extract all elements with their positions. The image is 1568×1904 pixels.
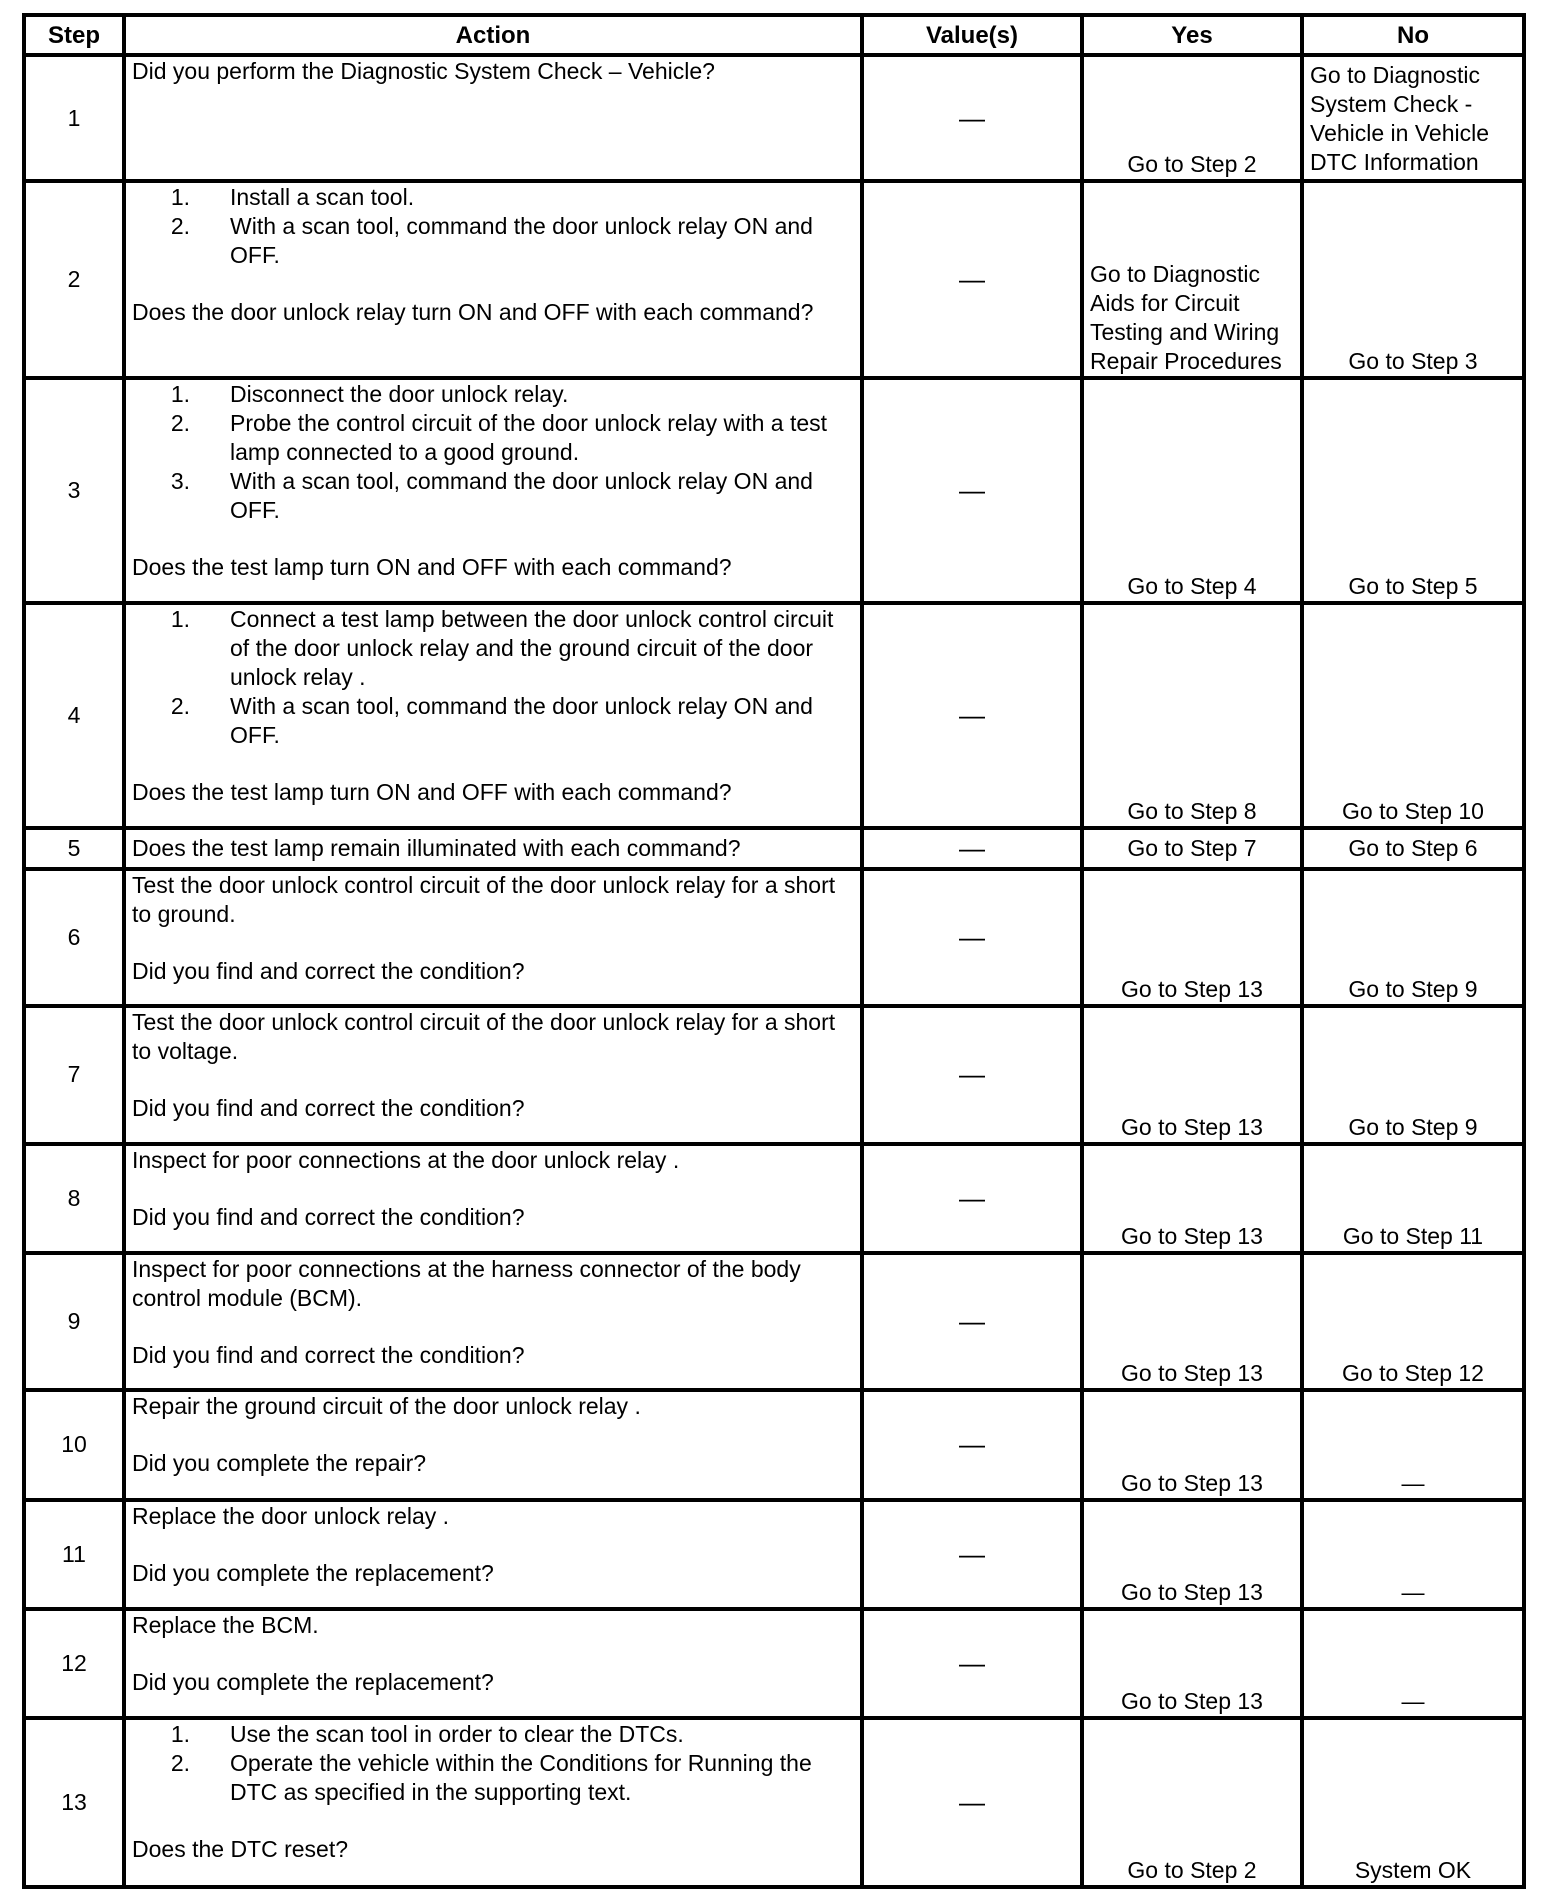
step-number: 6	[24, 869, 124, 1006]
table-row	[24, 1390, 1524, 1499]
value-cell: —	[862, 1609, 1082, 1718]
table-row	[24, 181, 1524, 378]
action-steps	[132, 1720, 854, 1807]
yes-cell: Go to Step 8	[1082, 603, 1302, 828]
header-step: Step	[24, 15, 124, 55]
action-question: Did you find and correct the condition?	[132, 1341, 525, 1368]
action-text: Replace the BCM.	[132, 1611, 319, 1638]
table-row	[24, 378, 1524, 603]
table-row	[24, 869, 1524, 1006]
yes-cell: Go to Step 13	[1082, 1500, 1302, 1609]
step-number: 8	[24, 1144, 124, 1253]
header-row	[24, 15, 1524, 55]
table-row	[24, 603, 1524, 828]
step-number: 3	[24, 378, 124, 603]
value-cell: —	[862, 869, 1082, 1006]
value-cell: —	[862, 181, 1082, 378]
action-question: Does the test lamp remain illuminated with each command?	[132, 834, 741, 861]
action-question: Did you find and correct the condition?	[132, 957, 525, 984]
list-item: 2. Probe the control circuit of the door unlock relay with a test lamp connected to a good ground.	[170, 410, 828, 466]
list-item: 1. Use the scan tool in order to clear the DTCs.	[170, 1721, 684, 1748]
value-cell: —	[862, 828, 1082, 869]
action-question: Did you complete the replacement?	[132, 1668, 494, 1695]
table-row	[24, 55, 1524, 181]
step-number: 7	[24, 1006, 124, 1143]
value-cell: —	[862, 1253, 1082, 1390]
step-number: 12	[24, 1609, 124, 1718]
header-values: Value(s)	[862, 15, 1082, 55]
value-cell: —	[862, 55, 1082, 181]
action-text: Repair the ground circuit of the door unlock relay .	[132, 1393, 641, 1420]
yes-cell: Go to Step 7	[1082, 828, 1302, 869]
step-number: 9	[24, 1253, 124, 1390]
action-cell	[124, 1718, 862, 1887]
action-text: Test the door unlock control circuit of the door unlock relay for a short to voltage.	[132, 1009, 836, 1065]
action-cell	[124, 603, 862, 828]
action-question: Did you find and correct the condition?	[132, 1203, 525, 1230]
value-cell: —	[862, 1144, 1082, 1253]
step-number: 5	[24, 828, 124, 869]
value-cell: —	[862, 1500, 1082, 1609]
yes-cell: Go to Step 13	[1082, 869, 1302, 1006]
action-question: Did you perform the Diagnostic System Check – Vehicle?	[132, 58, 715, 84]
action-question: Did you find and correct the condition?	[132, 1095, 525, 1122]
action-steps	[132, 605, 854, 750]
action-text: Inspect for poor connections at the door unlock relay .	[132, 1146, 680, 1173]
list-item: 3. With a scan tool, command the door unlock relay ON and OFF.	[170, 468, 813, 524]
no-cell: Go to Step 10	[1302, 603, 1524, 828]
yes-cell: Go to Step 13	[1082, 1253, 1302, 1390]
action-cell	[124, 869, 862, 1006]
action-cell	[124, 1144, 862, 1253]
table-row	[24, 1500, 1524, 1609]
yes-cell: Go to Step 13	[1082, 1144, 1302, 1253]
value-cell: —	[862, 1390, 1082, 1499]
action-cell	[124, 378, 862, 603]
yes-cell: Go to Diagnostic Aids for Circuit Testing and Wiring Repair Procedures	[1082, 181, 1302, 378]
action-steps	[132, 380, 854, 525]
no-cell: System OK	[1302, 1718, 1524, 1887]
action-cell	[124, 828, 862, 869]
action-steps	[132, 183, 854, 270]
yes-cell: Go to Step 2	[1082, 55, 1302, 181]
step-number: 4	[24, 603, 124, 828]
action-question: Did you complete the repair?	[132, 1450, 427, 1477]
no-cell: —	[1302, 1500, 1524, 1609]
no-cell: Go to Step 9	[1302, 1006, 1524, 1143]
action-text: Replace the door unlock relay .	[132, 1502, 450, 1529]
no-cell: Go to Step 6	[1302, 828, 1524, 869]
table-row	[24, 1609, 1524, 1718]
header-no: No	[1302, 15, 1524, 55]
list-item: 1. Connect a test lamp between the door unlock control circuit of the door unlock relay and the ground circuit of the door unlock relay .	[170, 605, 834, 690]
yes-cell: Go to Step 13	[1082, 1609, 1302, 1718]
action-question: Does the door unlock relay turn ON and OFF with each command?	[132, 299, 814, 326]
table-row	[24, 1718, 1524, 1887]
list-item: 1. Disconnect the door unlock relay.	[170, 381, 569, 408]
yes-cell: Go to Step 2	[1082, 1718, 1302, 1887]
yes-cell: Go to Step 13	[1082, 1006, 1302, 1143]
list-item: 2. With a scan tool, command the door unlock relay ON and OFF.	[170, 692, 813, 748]
action-question: Does the test lamp turn ON and OFF with each command?	[132, 778, 732, 805]
step-number: 10	[24, 1390, 124, 1499]
list-item: 2. Operate the vehicle within the Conditions for Running the DTC as specified in the supporting text.	[170, 1750, 812, 1806]
no-cell: Go to Diagnostic System Check - Vehicle in Vehicle DTC Information	[1302, 55, 1524, 181]
step-number: 1	[24, 55, 124, 181]
no-cell: Go to Step 11	[1302, 1144, 1524, 1253]
table-row	[24, 1144, 1524, 1253]
action-cell	[124, 55, 862, 181]
action-cell	[124, 181, 862, 378]
no-cell: —	[1302, 1390, 1524, 1499]
value-cell: —	[862, 378, 1082, 603]
yes-cell: Go to Step 13	[1082, 1390, 1302, 1499]
action-cell	[124, 1500, 862, 1609]
no-cell: Go to Step 9	[1302, 869, 1524, 1006]
no-cell: Go to Step 12	[1302, 1253, 1524, 1390]
table-row	[24, 828, 1524, 869]
value-cell: —	[862, 1006, 1082, 1143]
action-question: Does the test lamp turn ON and OFF with each command?	[132, 554, 732, 581]
value-cell: —	[862, 1718, 1082, 1887]
action-cell	[124, 1006, 862, 1143]
list-item: 1. Install a scan tool.	[170, 184, 415, 211]
value-cell: —	[862, 603, 1082, 828]
step-number: 13	[24, 1718, 124, 1887]
diagnostic-table	[22, 13, 1526, 1889]
header-yes: Yes	[1082, 15, 1302, 55]
yes-cell: Go to Step 4	[1082, 378, 1302, 603]
action-question: Did you complete the replacement?	[132, 1559, 494, 1586]
table-row	[24, 1253, 1524, 1390]
action-cell	[124, 1390, 862, 1499]
no-cell: Go to Step 5	[1302, 378, 1524, 603]
step-number: 11	[24, 1500, 124, 1609]
no-cell: —	[1302, 1609, 1524, 1718]
no-cell: Go to Step 3	[1302, 181, 1524, 378]
action-text: Inspect for poor connections at the harness connector of the body control module (BCM).	[132, 1255, 801, 1311]
list-item: 2. With a scan tool, command the door unlock relay ON and OFF.	[170, 213, 813, 269]
header-action: Action	[124, 15, 862, 55]
action-question: Does the DTC reset?	[132, 1836, 349, 1863]
action-cell	[124, 1253, 862, 1390]
action-text: Test the door unlock control circuit of the door unlock relay for a short to ground.	[132, 871, 836, 927]
action-cell	[124, 1609, 862, 1718]
table-row	[24, 1006, 1524, 1143]
step-number: 2	[24, 181, 124, 378]
